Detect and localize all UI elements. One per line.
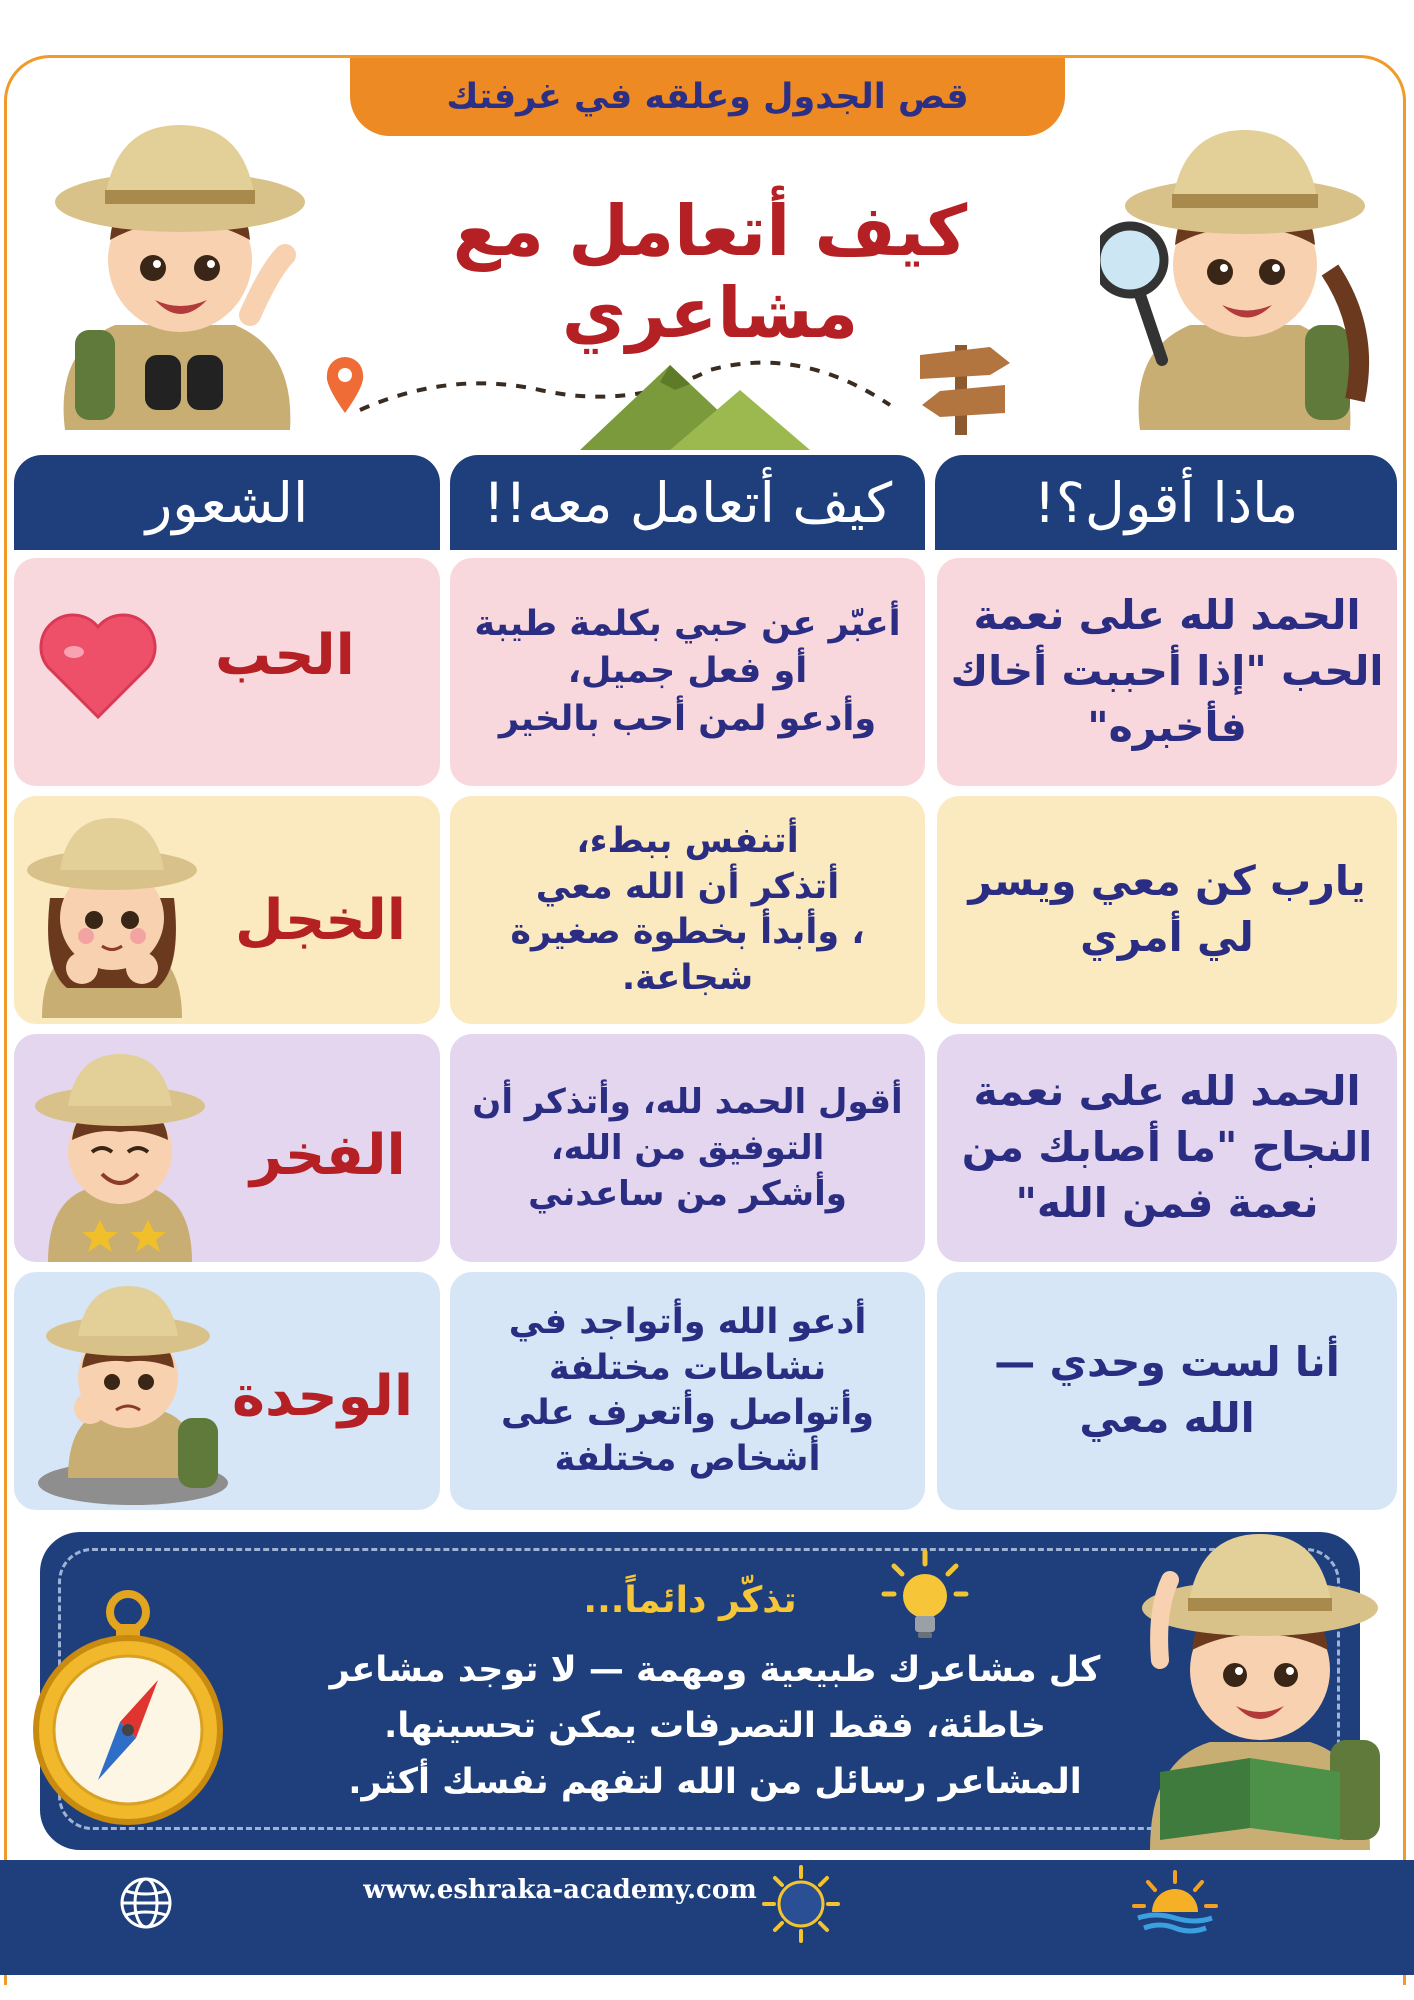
say-text: يارب كن معي ويسر لي أمري	[968, 857, 1366, 961]
reminder-text: كل مشاعرك طبيعية ومهمة — لا توجد مشاعر خاطئة، فقط التصرفات يمكن تحسينها. المشاعر رسائل من الله لتفهم نفسك أكثر.	[329, 1650, 1101, 1802]
row-pride-handle-cell	[450, 1034, 925, 1262]
academy-logo-icon	[760, 1863, 842, 1945]
instruction-text: قص الجدول وعلقه في غرفتك	[446, 77, 969, 117]
row-pride-say-cell	[937, 1034, 1397, 1262]
handle-text: أدعو الله وأتواجد في نشاطات مختلفة وأتواصل وأتعرف على أشخاص مختلفة	[501, 1302, 874, 1479]
handle-text: أتنفس ببطء، أتذكر أن الله معي ، وأبدأ بخطوة صغيرة شجاعة.	[510, 821, 865, 998]
say-text: أنا لست وحدي — الله معي	[994, 1338, 1340, 1442]
shy-girl-illustration	[22, 808, 202, 1018]
row-love-say-cell	[937, 558, 1397, 786]
sun-icon	[1130, 1868, 1220, 1938]
feeling-shyness-label: الخجل	[235, 888, 406, 953]
row-shyness-handle-cell	[450, 796, 925, 1024]
header-label: الشعور	[145, 470, 309, 535]
compass-icon	[28, 1590, 228, 1830]
feeling-loneliness-label: الوحدة	[232, 1364, 414, 1429]
row-loneliness-say-cell	[937, 1272, 1397, 1510]
say-text: الحمد لله على نعمة النجاح "ما أصابك من نعمة فمن الله"	[961, 1067, 1373, 1227]
mountains-illustration	[580, 350, 810, 450]
header-how-to-handle	[450, 455, 925, 550]
explorer-girl-illustration	[1100, 100, 1390, 440]
proud-boy-illustration	[30, 1040, 210, 1262]
row-shyness-say-cell	[937, 796, 1397, 1024]
header-label: ماذا أقول؟!	[1033, 470, 1299, 535]
handle-text: أعبّر عن حبي بكلمة طيبة أو فعل جميل، وأدعو لمن أحب بالخير	[474, 603, 901, 739]
reminder-title: تذكّر دائماً...	[583, 1580, 797, 1621]
row-loneliness-handle-cell	[450, 1272, 925, 1510]
instruction-banner	[350, 58, 1065, 136]
website-link[interactable]: www.eshraka-academy.com	[363, 1875, 757, 1905]
header-what-to-say	[935, 455, 1397, 550]
reading-boy-illustration	[1120, 1510, 1400, 1850]
lonely-boy-illustration	[28, 1278, 238, 1508]
page-title: كيف أتعامل مع مشاعري	[452, 190, 968, 354]
row-love-handle-cell	[450, 558, 925, 786]
say-text: الحمد لله على نعمة الحب "إذا أحببت أخاك فأخبره"	[950, 591, 1384, 751]
globe-icon	[118, 1875, 174, 1931]
explorer-boy-illustration	[35, 100, 325, 440]
handle-text: أقول الحمد لله، وأتذكر أن التوفيق من الله، وأشكر من ساعدني	[472, 1081, 903, 1215]
feeling-pride-label: الفخر	[250, 1123, 406, 1188]
heart-icon	[38, 612, 158, 722]
signpost-icon	[910, 335, 1020, 435]
header-feeling	[14, 455, 440, 550]
header-label: كيف أتعامل معه!!	[482, 470, 893, 535]
feeling-love-label: الحب	[215, 623, 355, 688]
